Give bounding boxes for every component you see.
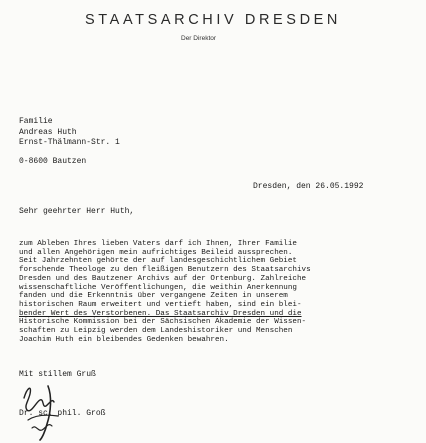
recipient-line: Andreas Huth [19, 127, 77, 137]
recipient-address [19, 117, 120, 149]
signer-name: Dr. sc. phil. Groß [19, 409, 106, 418]
body-line: historischen Raum erweitert und vertieft haben, sind ein blei- [19, 300, 302, 309]
closing: Mit stillem Gruß [19, 370, 96, 379]
body-line: Joachim Huth ein bleibendes Gedenken bewahren. [19, 335, 229, 344]
body-line: Dresden und des Bautzener Archivs auf der Ortenburg. Zahlreiche [19, 274, 307, 283]
body-line: Historische Kommission bei der Sächsischen Akademie der Wissen- [19, 318, 307, 327]
recipient-line: Familie [19, 117, 53, 126]
salutation: Sehr geehrter Herr Huth, [19, 207, 135, 216]
body-line: fanden und die Erkenntnis über vergangene Zeiten in unserem [19, 292, 288, 301]
letterhead-institution: STAATSARCHIV DRESDEN [85, 12, 341, 28]
body-line: zum Ableben Ihres lieben Vaters darf ich Ihnen, Ihrer Familie [19, 240, 297, 248]
recipient-line: Ernst-Thälmann-Str. 1 [19, 138, 120, 148]
letter-body [19, 240, 311, 344]
body-line: schaften zu Leipzig werden dem Landeshistoriker und Menschen [19, 327, 293, 336]
body-line: Seit Jahrzehnten gehörte der auf landesgeschichtlichem Gebiet [19, 257, 297, 266]
body-line: und allen Angehörigen mein aufrichtiges Beileid aussprechen. [19, 248, 293, 257]
body-line: wissenschaftliche Veröffentlichungen, die weithin Anerkennung [19, 283, 297, 292]
letterhead-office: Der Direktor [181, 35, 217, 42]
recipient-city: 0-8600 Bautzen [19, 157, 87, 166]
body-line: bender Wert des Verstorbenen. Das Staatsarchiv Dresden und die [19, 309, 302, 318]
body-line: forschende Theologe zu den fleißigen Benutzern des Staatsarchivs [19, 266, 311, 275]
letter-date: Dresden, den 26.05.1992 [253, 182, 364, 191]
